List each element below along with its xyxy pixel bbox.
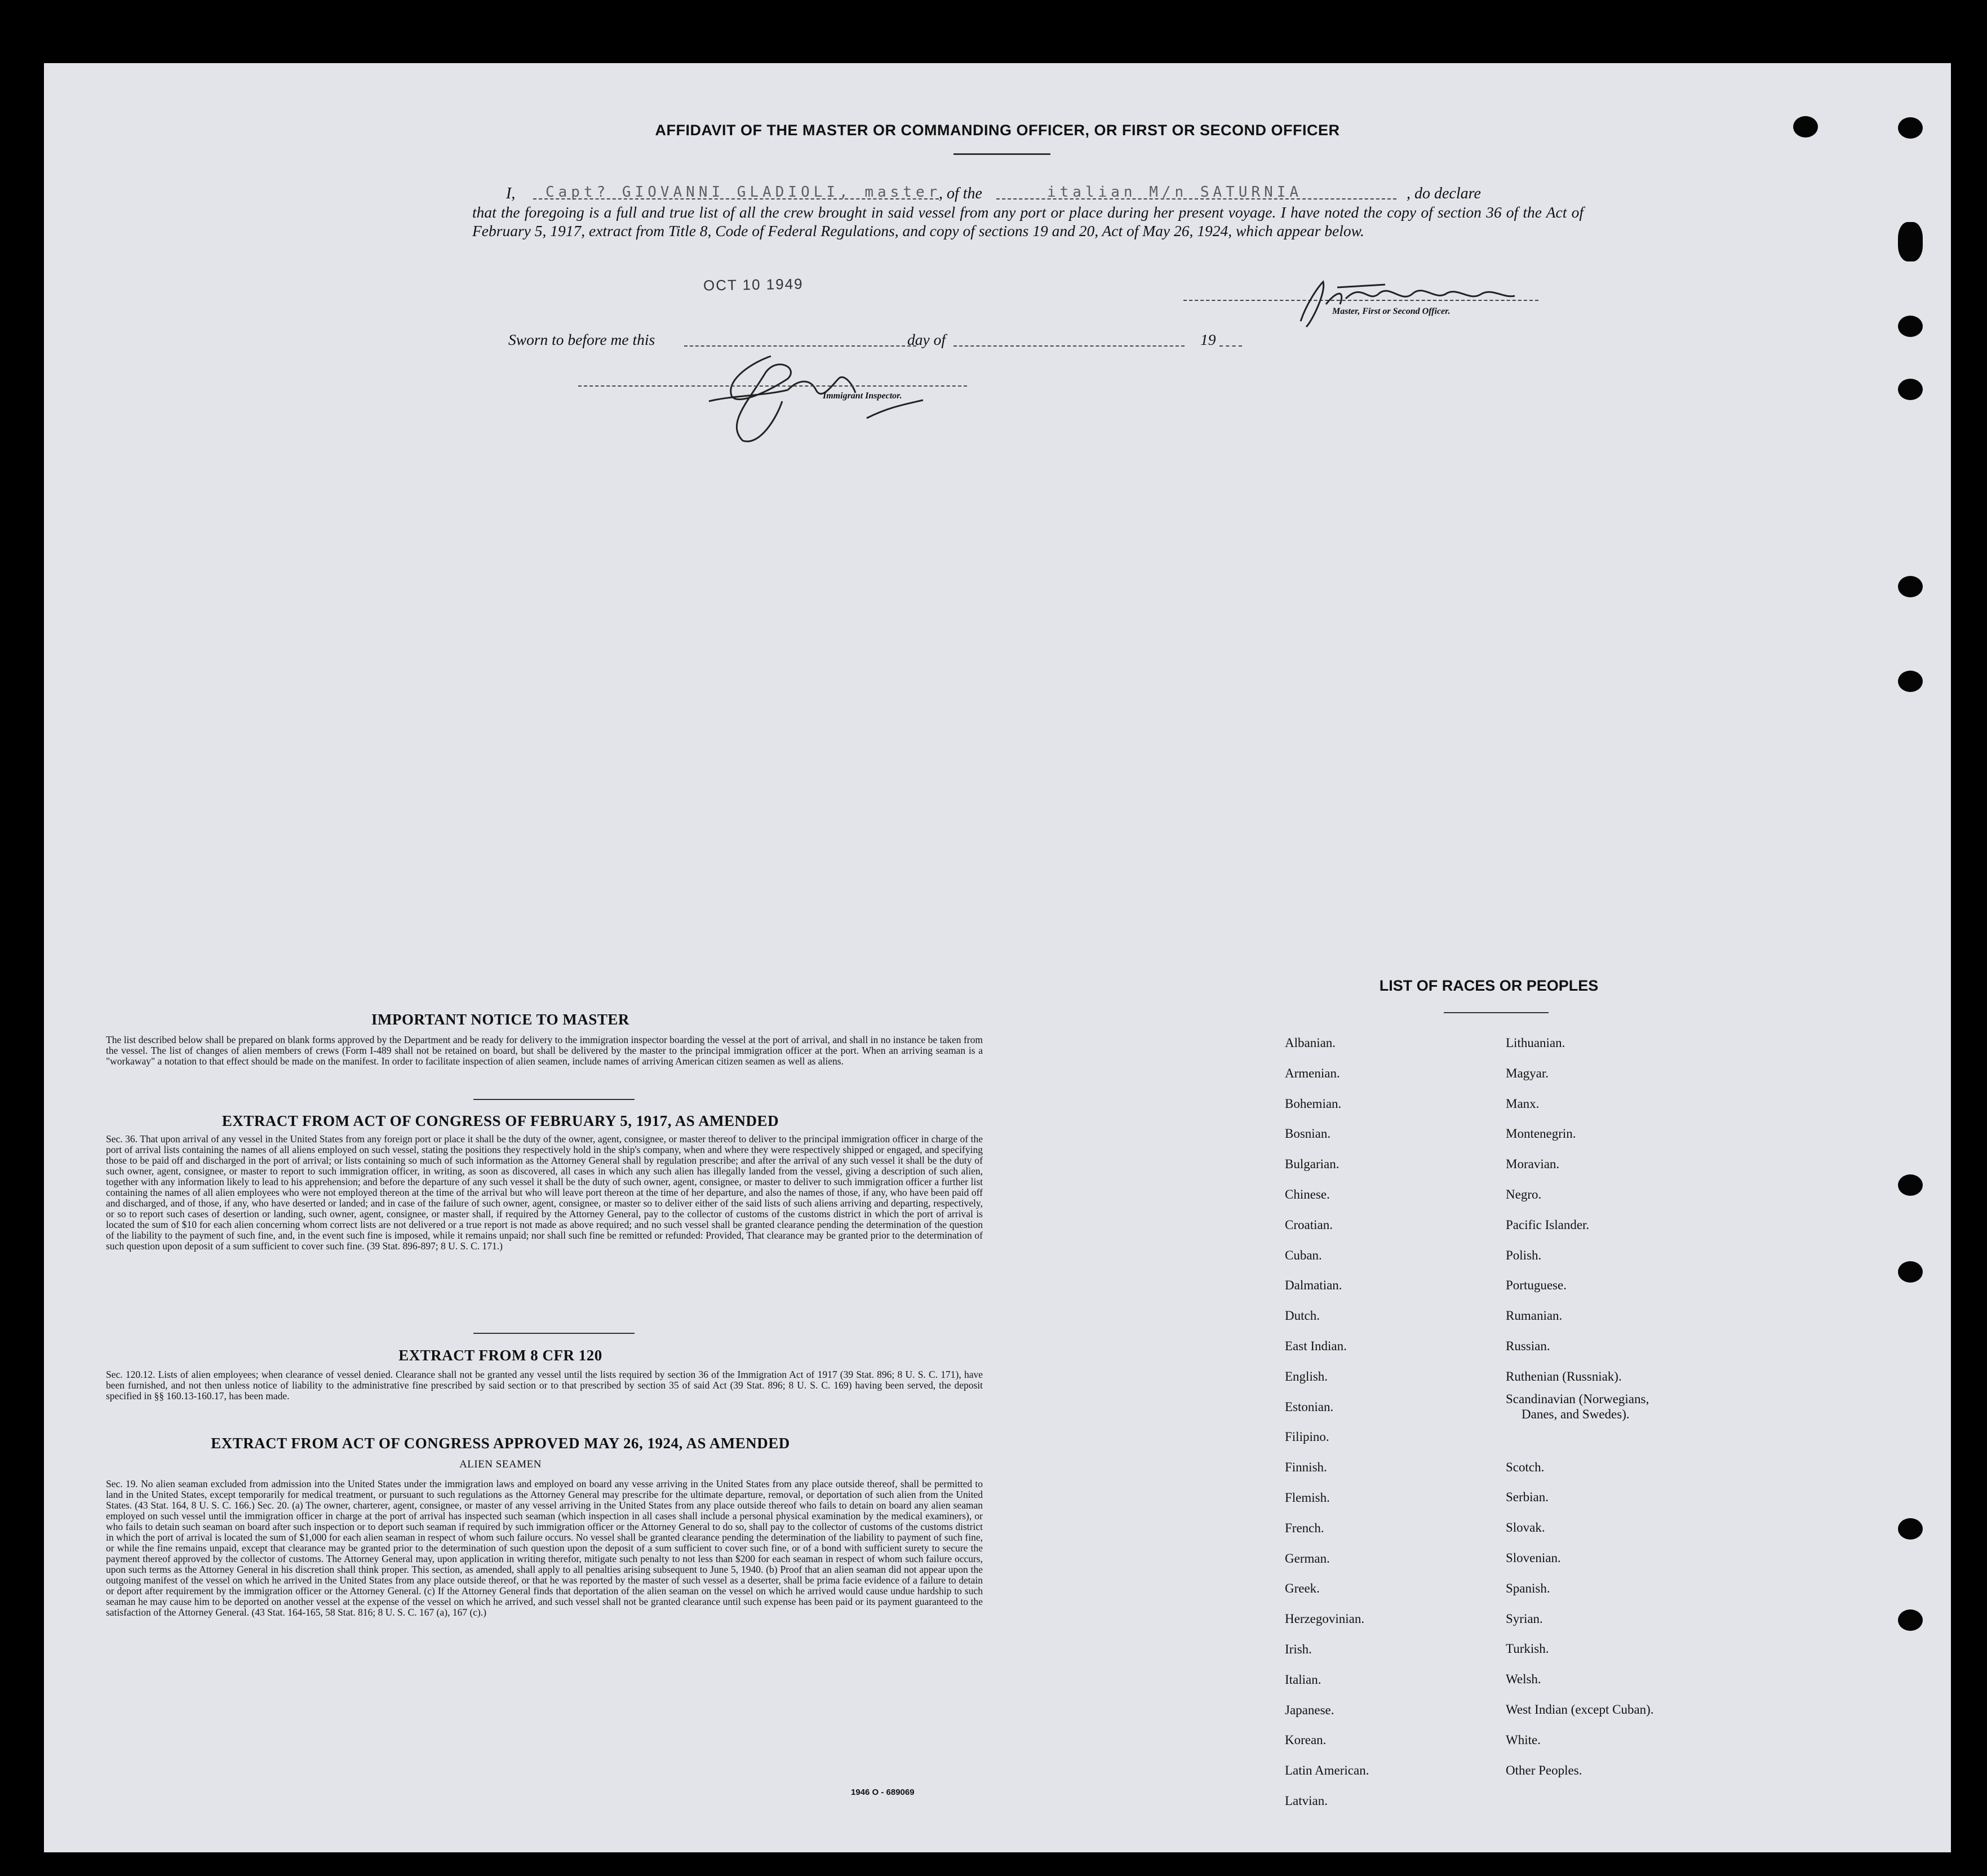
race-item: Irish. xyxy=(1285,1642,1312,1656)
extract-cfr-text: Sec. 120.12. Lists of alien employees; when clearance of vessel denied. Clearance shall not be granted any vessel until the lists required by section 36 of the Immigration Act of 1917 (39 Stat. 896; 8 U. S. C. 171), have been furnished, and not then unless notice of liability to the administrative fine prescribed by said section or to that prescribed by section 35 of said Act (39 Stat. 896; 8 U. S. C. 169) having been served, the deposit specified in §§ 160.13-160.17, has been made. xyxy=(106,1369,983,1402)
sworn-month-line xyxy=(953,345,1185,347)
race-item: Albanian. xyxy=(1285,1036,1336,1050)
race-item: Scandinavian (Norwegians, xyxy=(1506,1391,1649,1406)
race-item: Finnish. xyxy=(1285,1460,1327,1475)
race-item: Lithuanian. xyxy=(1506,1036,1565,1050)
punch-hole xyxy=(1898,576,1923,597)
race-item: West Indian (except Cuban). xyxy=(1506,1702,1654,1717)
race-item: Rumanian. xyxy=(1506,1309,1563,1323)
punch-hole xyxy=(1898,1518,1923,1540)
race-item: Chinese. xyxy=(1285,1187,1330,1201)
declaration-body: that the foregoing is a full and true list of all the crew brought in said vessel from any port or place during her present voyage. I have noted the copy of section 36 of the Act of February 5, 1917, extract from Title 8, Code of Federal Regulations, and copy of sections 19 and 20, Act of May 26, 1924, which appear below. xyxy=(472,203,1584,240)
of-the-text: , of the xyxy=(939,185,982,202)
alien-seamen-subtitle: ALIEN SEAMEN xyxy=(459,1458,542,1470)
race-item: Italian. xyxy=(1285,1672,1321,1687)
vessel-fill: italian M/n SATURNIA xyxy=(1047,184,1303,201)
race-item: Bosnian. xyxy=(1285,1127,1331,1141)
punch-hole xyxy=(1898,117,1923,139)
races-column-2 xyxy=(1506,1028,1654,1785)
punch-hole xyxy=(1898,1174,1923,1196)
race-item: White. xyxy=(1506,1732,1541,1747)
race-item: Spanish. xyxy=(1506,1581,1550,1595)
sworn-year-line xyxy=(1219,345,1242,347)
race-item: Flemish. xyxy=(1285,1490,1330,1505)
declaration-i: I, xyxy=(506,185,516,202)
race-item: Greek. xyxy=(1285,1581,1320,1596)
extract-1924-text: Sec. 19. No alien seaman excluded from admission into the United States under the immigration laws and employed on board any vesse arriving in the United States from any place outside thereof, shall be permitted to land in the United States, except temporarily for medical treatment, or pursuant to such regulations as the Attorney General may prescribe for the ultimate departure, removal, or deportation of such alien from the United States. (43 Stat. 164, 8 U. S. C. 166.) Sec. 20. (a) The owner, charterer, agent, consignee, or master of any vessel arriving in the United States from any place outside thereof who fails to detain on board any alien seaman employed on such vessel until the immigration officer in charge at the port of arrival has inspected such seaman (which inspection in all cases shall include a personal physical examination by the medical examiners), or who fails to detain such seaman on board after such inspection or to deport such seaman if required by such immigration officer or the Attorney General to do so, shall pay to the collector of customs of the customs district in which the port of arrival is located the sum of $1,000 for each alien seaman in respect of whom such failure occurs. No vessel shall be granted clearance pending the determination of the liability to payment of such fine, or while the fine remains unpaid, except that clearance may be granted prior to the determination of such question upon the deposit of a sum sufficient to cover such fine, or of a bond with sufficient surety to secure the payment thereof approved by the collector of customs. The Attorney General may, upon application in writing therefor, mitigate such penalty to not less than $200 for each seaman in respect of whom such failure occurs, upon such terms as the Attorney General in his discretion shall think proper. This section, as amended, shall apply to all penalties arising subsequent to June 5, 1940. (b) Proof that an alien seaman did not appear upon the outgoing manifest of the vessel on which he arrived in the United States from any place outside thereof, or that he was reported by the master of such vessel as a deserter, shall be prima facie evidence of a failure to detain or deport after requirement by the immigration officer or the Attorney General. (c) If the Attorney General finds that deportation of the alien seaman on the vessel on which he arrived would cause undue hardship to such seaman he may cause him to be deported on another vessel at the expense of the vessel on which he arrived, and such vessel shall not be granted clearance until such expense has been paid or its payment guaranteed to the satisfaction of the Attorney General. (43 Stat. 164-165, 58 Stat. 816; 8 U. S. C. 167 (a), 167 (c).) xyxy=(106,1478,983,1618)
race-item: Latvian. xyxy=(1285,1793,1328,1808)
race-item: Bulgarian. xyxy=(1285,1157,1340,1172)
race-item: Welsh. xyxy=(1506,1672,1541,1687)
race-item: Croatian. xyxy=(1285,1217,1333,1232)
date-stamp: OCT 10 1949 xyxy=(703,275,804,294)
race-item: Slovenian. xyxy=(1506,1550,1561,1565)
race-item: Armenian. xyxy=(1285,1066,1340,1080)
race-item: German. xyxy=(1285,1551,1330,1565)
race-item: Filipino. xyxy=(1285,1430,1329,1444)
race-item: Scotch. xyxy=(1506,1460,1545,1474)
punch-hole xyxy=(1793,116,1818,138)
race-item: Slovak. xyxy=(1506,1520,1545,1535)
race-item: Korean. xyxy=(1285,1733,1327,1748)
inspector-caption: Immigrant Inspector. xyxy=(823,391,902,401)
punch-hole xyxy=(1898,316,1923,337)
master-name-fill: Capt? GIOVANNI GLADIOLI, master xyxy=(545,184,942,201)
punch-hole xyxy=(1898,1609,1923,1631)
race-item: Pacific Islander. xyxy=(1506,1217,1590,1232)
year-prefix: 19 xyxy=(1200,331,1216,348)
do-declare-text: , do declare xyxy=(1407,185,1481,202)
race-item: Montenegrin. xyxy=(1506,1127,1576,1141)
document-page xyxy=(44,63,1951,1852)
race-item: Serbian. xyxy=(1506,1490,1549,1505)
race-item: Russian. xyxy=(1506,1338,1550,1353)
race-item: Dalmatian. xyxy=(1285,1278,1342,1293)
race-item: Negro. xyxy=(1506,1187,1542,1201)
race-item: Portuguese. xyxy=(1506,1278,1567,1293)
title-rule xyxy=(953,153,1050,155)
race-item: French. xyxy=(1285,1520,1324,1535)
race-item: Japanese. xyxy=(1285,1702,1334,1717)
race-item: Other Peoples. xyxy=(1506,1763,1582,1777)
extract-1917-rule xyxy=(473,1333,635,1334)
sworn-text: Sworn to before me this xyxy=(508,331,655,348)
race-item: Herzegovinian. xyxy=(1285,1612,1365,1626)
master-signature xyxy=(1284,270,1543,338)
race-item: Cuban. xyxy=(1285,1248,1322,1262)
master-caption: Master, First or Second Officer. xyxy=(1332,307,1451,316)
race-item: English. xyxy=(1285,1369,1328,1383)
race-item: Dutch. xyxy=(1285,1309,1320,1323)
races-rule xyxy=(1444,1012,1549,1013)
notice-text: The list described below shall be prepared on blank forms approved by the Department and be ready for delivery to the immigration inspector boarding the vessel at the port of arrival, and shall in no instance be taken from the vessel. The list of changes of alien members of crews (Form I-489 shall not be retained on board, but shall be delivered by the master to the principal immigration officer at the port. When an arriving seaman is a "workaway" a notation to that effect should be made on the manifest. In order to facilitate inspection of alien seamen, include names of arriving American citizen seamen as well as aliens. xyxy=(106,1034,983,1067)
punch-hole xyxy=(1898,671,1923,692)
races-column-1 xyxy=(1285,1028,1369,1816)
inspector-signature xyxy=(641,311,957,446)
race-item: East Indian. xyxy=(1285,1338,1347,1353)
race-item: Magyar. xyxy=(1506,1066,1549,1080)
race-item: Turkish. xyxy=(1506,1642,1549,1656)
notice-title: IMPORTANT NOTICE TO MASTER xyxy=(371,1011,629,1028)
extract-cfr-title: EXTRACT FROM 8 CFR 120 xyxy=(398,1347,602,1364)
extract-1917-text: Sec. 36. That upon arrival of any vessel in the United States from any foreign port or place it shall be the duty of the owner, agent, consignee, or master thereof to deliver to the principal immigration officer in charge of the port of arrival lists containing the names of all aliens employed on such vessel, stating the positions they respectively hold in the ship's company, when and where they were respectively shipped or engaged, and specifying those to be paid off and discharged in the port of arrival; or lists containing so much of such information as the Attorney General shall by regulation prescribe; and after the arrival of any such vessel it shall be the duty of such owner, agent, consignee, or master to report to such immigration officer, in writing, as soon as discovered, all cases in which any such alien has illegally landed from the vessel, giving a description of such alien, together with any information likely to lead to his apprehension; and before the departure of any such vessel it shall be the duty of such owner, agent, consignee, or master to deliver to such immigration officer a further list containing the names of all alien employees who were not employed thereon at the time of the arrival but who will leave port thereon at the time of her departure, and also the names of those, if any, who have been paid off and discharged, and of those, if any, who have deserted or landed; and in case of the failure of such owner, agent, consignee, or master so to deliver either of the said lists of such aliens arriving and departing, respectively, or so to report such cases of desertion or landing, such owner, agent, consignee, or master shall, if required by the Attorney General, pay to the collector of customs of the customs district in which the port of arrival is located the sum of $10 for each alien concerning whom correct lists are not delivered or a true report is not made as above required; and no such vessel shall be granted clearance pending the determination of the question of the liability to the payment of such fine, and, in the event such fine is imposed, while it remains unpaid; nor shall such fine be remitted or refunded: Provided, That clearance may be granted prior to the determination of such question upon deposit of a sum sufficient to cover such fine. (39 Stat. 896-897; 8 U. S. C. 171.) xyxy=(106,1133,983,1252)
inspector-signature-line xyxy=(578,385,967,387)
race-item: Estonian. xyxy=(1285,1399,1334,1414)
races-title: LIST OF RACES OR PEOPLES xyxy=(1379,977,1599,994)
race-item: Polish. xyxy=(1506,1248,1542,1262)
affidavit-title: AFFIDAVIT OF THE MASTER OR COMMANDING OFFICER, OR FIRST OR SECOND OFFICER xyxy=(655,122,1340,139)
punch-hole xyxy=(1898,222,1923,261)
punch-hole xyxy=(1898,379,1923,400)
race-item: Moravian. xyxy=(1506,1157,1560,1172)
notice-rule xyxy=(473,1099,635,1100)
race-item: Syrian. xyxy=(1506,1611,1543,1626)
race-item: Manx. xyxy=(1506,1096,1540,1111)
race-item: Danes, and Swedes). xyxy=(1522,1407,1630,1421)
race-item: Latin American. xyxy=(1285,1763,1369,1778)
print-code: 1946 O - 689069 xyxy=(851,1788,915,1797)
declaration-line xyxy=(506,183,1588,205)
punch-hole xyxy=(1898,1261,1923,1283)
extract-1917-title: EXTRACT FROM ACT OF CONGRESS OF FEBRUARY 5, 1917, AS AMENDED xyxy=(221,1112,779,1129)
race-item: Bohemian. xyxy=(1285,1096,1342,1111)
day-of-text: day of xyxy=(907,331,946,348)
race-item: Ruthenian (Russniak). xyxy=(1506,1369,1622,1383)
extract-1924-title: EXTRACT FROM ACT OF CONGRESS APPROVED MAY 26, 1924, AS AMENDED xyxy=(211,1435,790,1452)
